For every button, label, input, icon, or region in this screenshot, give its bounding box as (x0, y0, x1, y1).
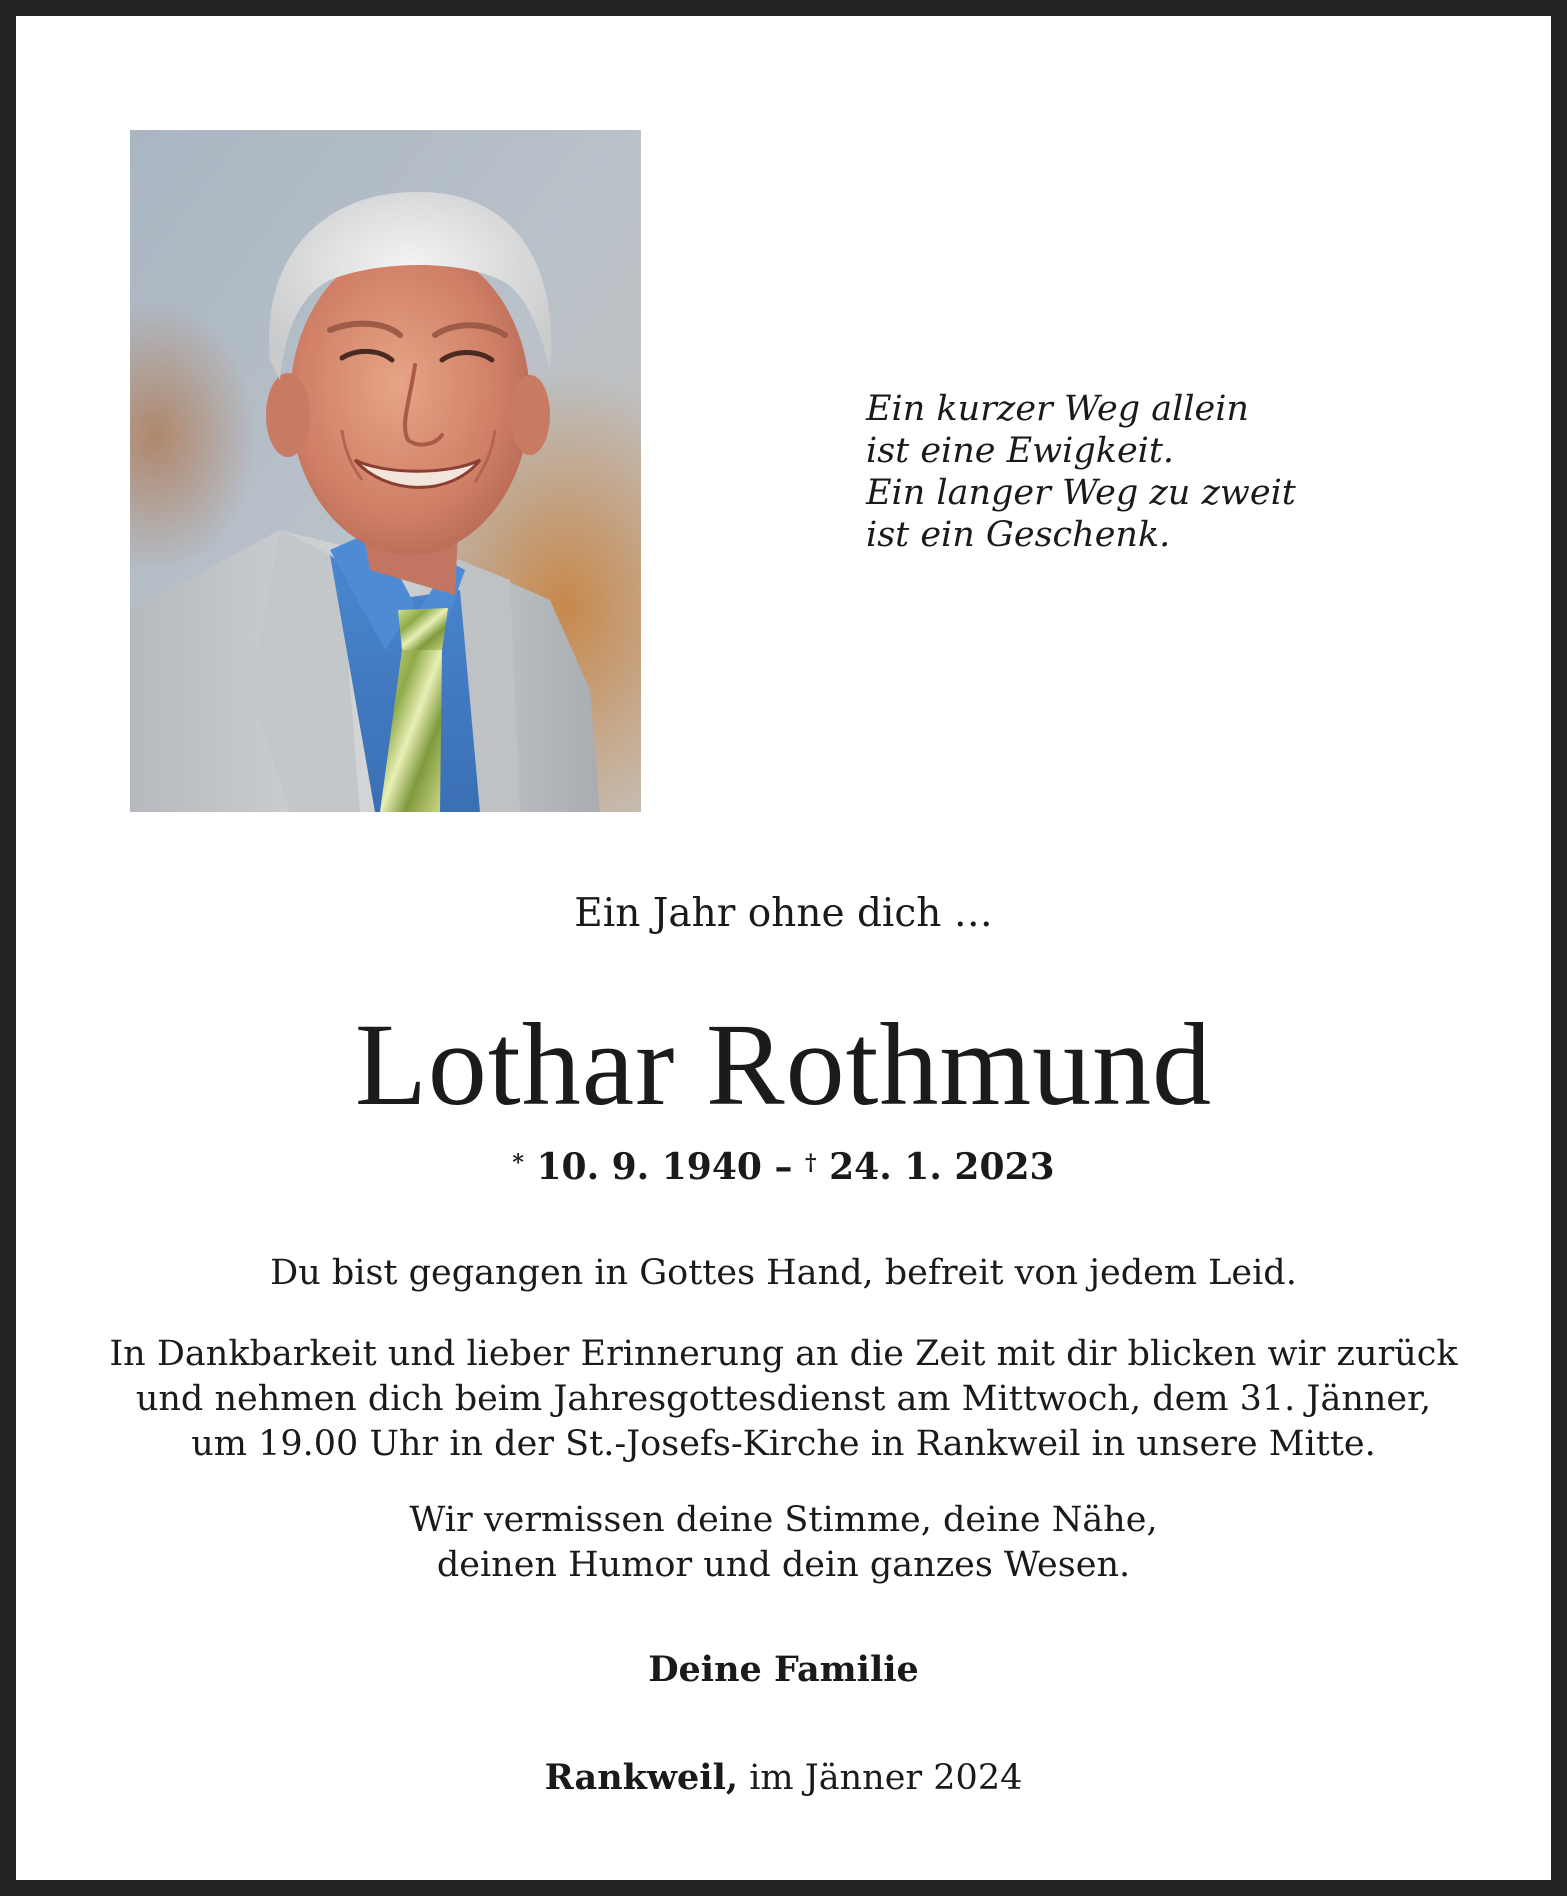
quote-line: Ein kurzer Weg allein (866, 389, 1249, 429)
place-town: Rankweil, (544, 1757, 739, 1798)
quote-line: Ein langer Weg zu zweit (866, 473, 1296, 513)
death-date: 24. 1. 2023 (829, 1146, 1055, 1188)
life-dates (16, 1143, 1551, 1191)
family-signoff: Deine Familie (648, 1649, 919, 1690)
death-symbol: † (805, 1150, 817, 1176)
paragraph-line: um 19.00 Uhr in der St.-Josefs-Kirche in Rankweil in unsere Mitte. (191, 1424, 1376, 1464)
memorial-sentence: Du bist gegangen in Gottes Hand, befreit von jedem Leid. (270, 1253, 1297, 1293)
paragraph-line: Wir vermissen deine Stimme, deine Nähe, (409, 1500, 1158, 1540)
paragraph-line: deinen Humor und dein ganzes Wesen. (436, 1545, 1131, 1585)
birth-date: 10. 9. 1940 (536, 1146, 762, 1188)
deceased-name: Lothar Rothmund (354, 999, 1213, 1130)
birth-symbol: * (512, 1150, 524, 1176)
place-month: im Jänner 2024 (749, 1758, 1023, 1798)
quote-line: ist eine Ewigkeit. (866, 431, 1175, 471)
quote-verse (866, 388, 1426, 556)
service-paragraph (16, 1332, 1551, 1467)
intro-line: Ein Jahr ohne dich … (574, 891, 993, 936)
paragraph-line: und nehmen dich beim Jahresgottesdienst am Mittwoch, dem 31. Jänner, (135, 1379, 1432, 1419)
paragraph-line: In Dankbarkeit und lieber Erinnerung an die Zeit mit dir blicken wir zurück (109, 1334, 1458, 1374)
place-date (16, 1755, 1551, 1801)
date-separator: – (774, 1146, 793, 1188)
quote-line: ist ein Geschenk. (866, 515, 1171, 555)
portrait-photo (130, 130, 641, 812)
remembrance-paragraph (16, 1498, 1551, 1588)
